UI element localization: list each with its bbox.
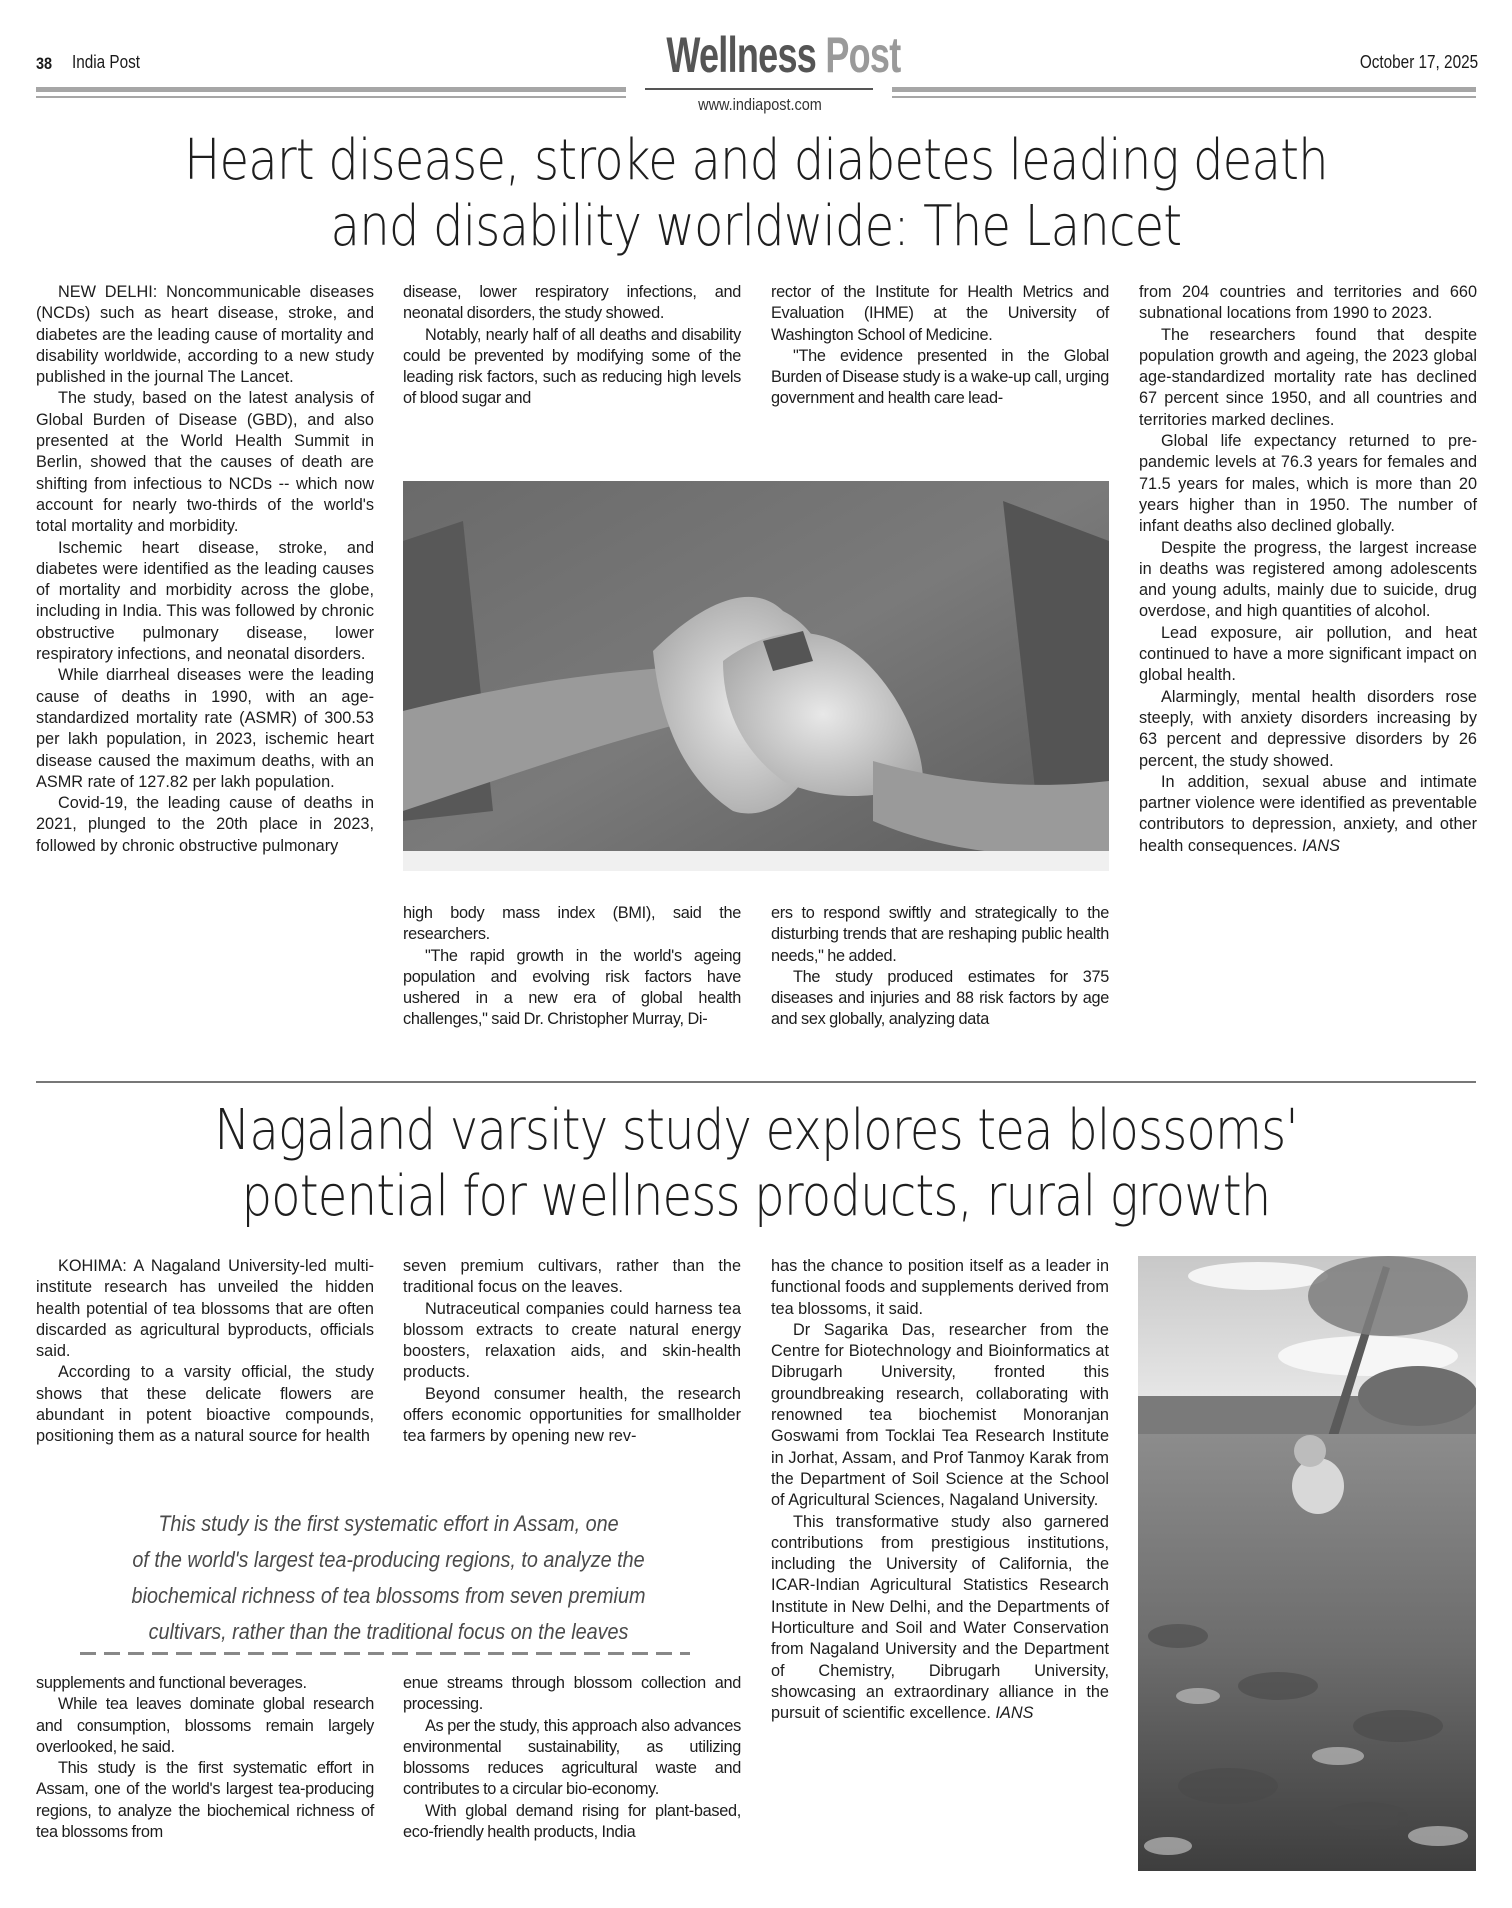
paragraph: KOHIMA: A Nagaland University-led multi-institute research has unveiled the hidden health potential of tea blossoms that are often discarded as agricultural byproducts, officials said. [36,1257,374,1361]
page-number: 38 [36,54,53,73]
publication-logo [666,27,901,83]
section-name: India Post [72,52,141,72]
article2-column-3 [771,1256,1109,1725]
paragraph: While tea leaves dominate global research and consumption, blossoms remain largely overlooked, he said. [36,1695,374,1756]
paragraph: The study produced estimates for 375 diseases and injuries and 88 risk factors by age and sex globally, analyzing data [771,967,1109,1029]
masthead-rule-center [645,88,873,90]
pull-quote-line: cultivars, rather than the traditional focus on the leaves [149,1619,629,1644]
paragraph: As per the study, this approach also advances environmental sustainability, as utilizing blossoms reduces agricultural waste and contributes to a circular bio-economy. [403,1716,741,1799]
paragraph [1139,772,1477,857]
article1-credit: IANS [1301,836,1340,855]
article2-column-1-bottom [36,1673,374,1843]
paragraph: supplements and functional beverages. [36,1674,307,1692]
paragraph: Covid-19, the leading cause of deaths in 2021, plunged to the 20th place in 2023, followed by chronic obstructive pulmonary [36,794,374,855]
pull-quote-line: biochemical richness of tea blossoms from seven premium [132,1583,646,1608]
article2-column-2-bottom [403,1673,741,1843]
article1-column-3-top [771,282,1109,410]
paragraph: Notably, nearly half of all deaths and disability could be prevented by modifying some of the leading risk factors, such as reducing high levels of blood sugar and [403,325,741,408]
pull-quote [36,1506,742,1650]
paragraph: With global demand rising for plant-based, eco-friendly health products, India [403,1801,741,1842]
pull-quote-line: This study is the first systematic effort in Assam, one [158,1511,620,1536]
article2-headline [0,1098,1512,1230]
paragraph [771,1512,1109,1725]
pull-quote-line: of the world's largest tea-producing regions, to analyze the [132,1547,646,1572]
article1-column-1 [36,282,374,857]
article2-headline-line2: potential for wellness products, rural growth [241,1164,1271,1229]
heart-attack-photo [403,481,1109,871]
paragraph: Global life expectancy returned to pre-pandemic levels at 76.3 years for females and 71.5 years for males, which is more than 20 years higher than in 1950. The number of infant deaths also declined globally. [1139,432,1477,536]
paragraph: enue streams through blossom collection and processing. [403,1674,741,1714]
paragraph: Beyond consumer health, the research offers economic opportunities for smallholder tea farmers by opening new rev- [403,1384,741,1446]
article1-column-2-top [403,282,741,410]
paragraph: Dr Sagarika Das, researcher from the Centre for Biotechnology and Bioinformatics at Dibrugarh University, fronted this groundbreaking research, collaborating with renowned tea biochemist Monoranjan Goswami from Tocklai Tea Research Institute in Jorhat, Assam, and Prof Tanmoy Karak from the Department of Soil Science at the School of Agricultural Sciences, Nagaland University. [771,1320,1109,1510]
paragraph: Alarmingly, mental health disorders rose steeply, with anxiety disorders increasing by 63 percent and depressive disorders by 26 percent, the study showed. [1139,687,1477,770]
paragraph-text: In addition, sexual abuse and intimate partner violence were identified as preventable contributors to depression, anxiety, and other health consequences. [1139,772,1477,855]
article1-headline-line1: Heart disease, stroke and diabetes leading death [184,128,1328,193]
article2-credit: IANS [995,1704,1034,1723]
masthead [0,0,1512,120]
logo-word-post: Post [825,27,901,83]
masthead-rule-left [36,87,626,92]
paragraph: This study is the first systematic effort in Assam, one of the world's largest tea-producing regions, to analyze the biochemical richness of tea blossoms from [36,1759,374,1842]
article2-column-2-top [403,1256,741,1448]
paragraph: from 204 countries and territories and 660 subnational locations from 1990 to 2023. [1139,283,1477,323]
paragraph: has the chance to position itself as a leader in functional foods and supplements derived from tea blossoms, it said. [771,1257,1109,1318]
masthead-rule-left-thin [36,96,626,98]
paragraph: "The rapid growth in the world's ageing population and evolving risk factors have ushered in a new era of global health challenges," said Dr. Christopher Murray, Di- [403,946,741,1029]
paragraph: While diarrheal diseases were the leading cause of deaths in 1990, with an age-standardized mortality rate (ASMR) of 300.53 per lakh population, in 2023, ischemic heart disease caused the maximum deaths, with an ASMR rate of 127.82 per lakh population. [36,666,374,791]
paragraph: high body mass index (BMI), said the researchers. [403,904,741,944]
paragraph: Lead exposure, air pollution, and heat continued to have a more significant impact on global health. [1139,623,1477,685]
website-link[interactable]: www.indiapost.com [698,95,822,114]
paragraph: ers to respond swiftly and strategically to the disturbing trends that are reshaping public health needs," he added. [771,904,1109,965]
article2-headline-line1: Nagaland varsity study explores tea blossoms' [214,1098,1298,1163]
paragraph: disease, lower respiratory infections, and neonatal disorders, the study showed. [403,283,741,323]
paragraph-text: This transformative study also garnered contributions from prestigious institutions, including the University of California, the ICAR-Indian Agricultural Statistics Research Institute in New Delhi, and the Departments of Horticulture and Soil and Water Conservation from Nagaland University and the Department of Chemistry, Dibrugarh University, showcasing an extraordinary alliance in the pursuit of scientific excellence. [771,1512,1109,1723]
chest-pain-image [403,481,1109,871]
paragraph: Despite the progress, the largest increase in deaths was registered among adolescents and young adults, mainly due to suicide, drug overdose, and high quantities of alcohol. [1139,538,1477,621]
tea-garden-photo [1138,1256,1476,1871]
article1-column-4 [1139,282,1477,857]
article1-column-3-bottom [771,903,1109,1031]
paragraph: Nutraceutical companies could harness tea blossom extracts to create natural energy boosters, relaxation aids, and skin-health products. [403,1299,741,1382]
issue-date: October 17, 2025 [1359,52,1478,72]
paragraph: NEW DELHI: Noncommunicable diseases (NCDs) such as heart disease, stroke, and diabetes are the leading cause of mortality and disability worldwide, according to a new study published in the journal The Lancet. [36,283,374,387]
article1-headline-line2: and disability worldwide: The Lancet [330,194,1182,259]
article-divider [36,1081,1476,1083]
masthead-rule-right [892,87,1476,92]
paragraph: The researchers found that despite population growth and ageing, the 2023 global age-standardized mortality rate has declined 67 percent since 1950, and all countries and territories marked declines. [1139,325,1477,429]
paragraph: According to a varsity official, the study shows that these delicate flowers are abundant in potent bioactive compounds, positioning them as a natural source for health [36,1363,374,1446]
pull-quote-dashed-rule [80,1652,690,1655]
paragraph: seven premium cultivars, rather than the traditional focus on the leaves. [403,1257,741,1297]
tea-garden-image [1138,1256,1476,1871]
article1-headline [0,128,1512,260]
paragraph: rector of the Institute for Health Metrics and Evaluation (IHME) at the University of Washington School of Medicine. [771,283,1109,344]
article1-column-2-bottom [403,903,741,1031]
paragraph: "The evidence presented in the Global Burden of Disease study is a wake-up call, urging government and health care lead- [771,346,1109,408]
article2-column-1-top [36,1256,374,1448]
paragraph: The study, based on the latest analysis of Global Burden of Disease (GBD), and also presented at the World Health Summit in Berlin, showed that the causes of death are shifting from infectious to NCDs -- which now account for nearly two-thirds of the world's total mortality and morbidity. [36,389,374,536]
logo-word-wellness: Wellness [666,27,817,83]
masthead-rule-right-thin [892,96,1476,98]
paragraph: Ischemic heart disease, stroke, and diabetes were identified as the leading causes of mortality and morbidity across the globe, including in India. This was followed by chronic obstructive pulmonary disease, lower respiratory infections, and neonatal disorders. [36,538,374,664]
